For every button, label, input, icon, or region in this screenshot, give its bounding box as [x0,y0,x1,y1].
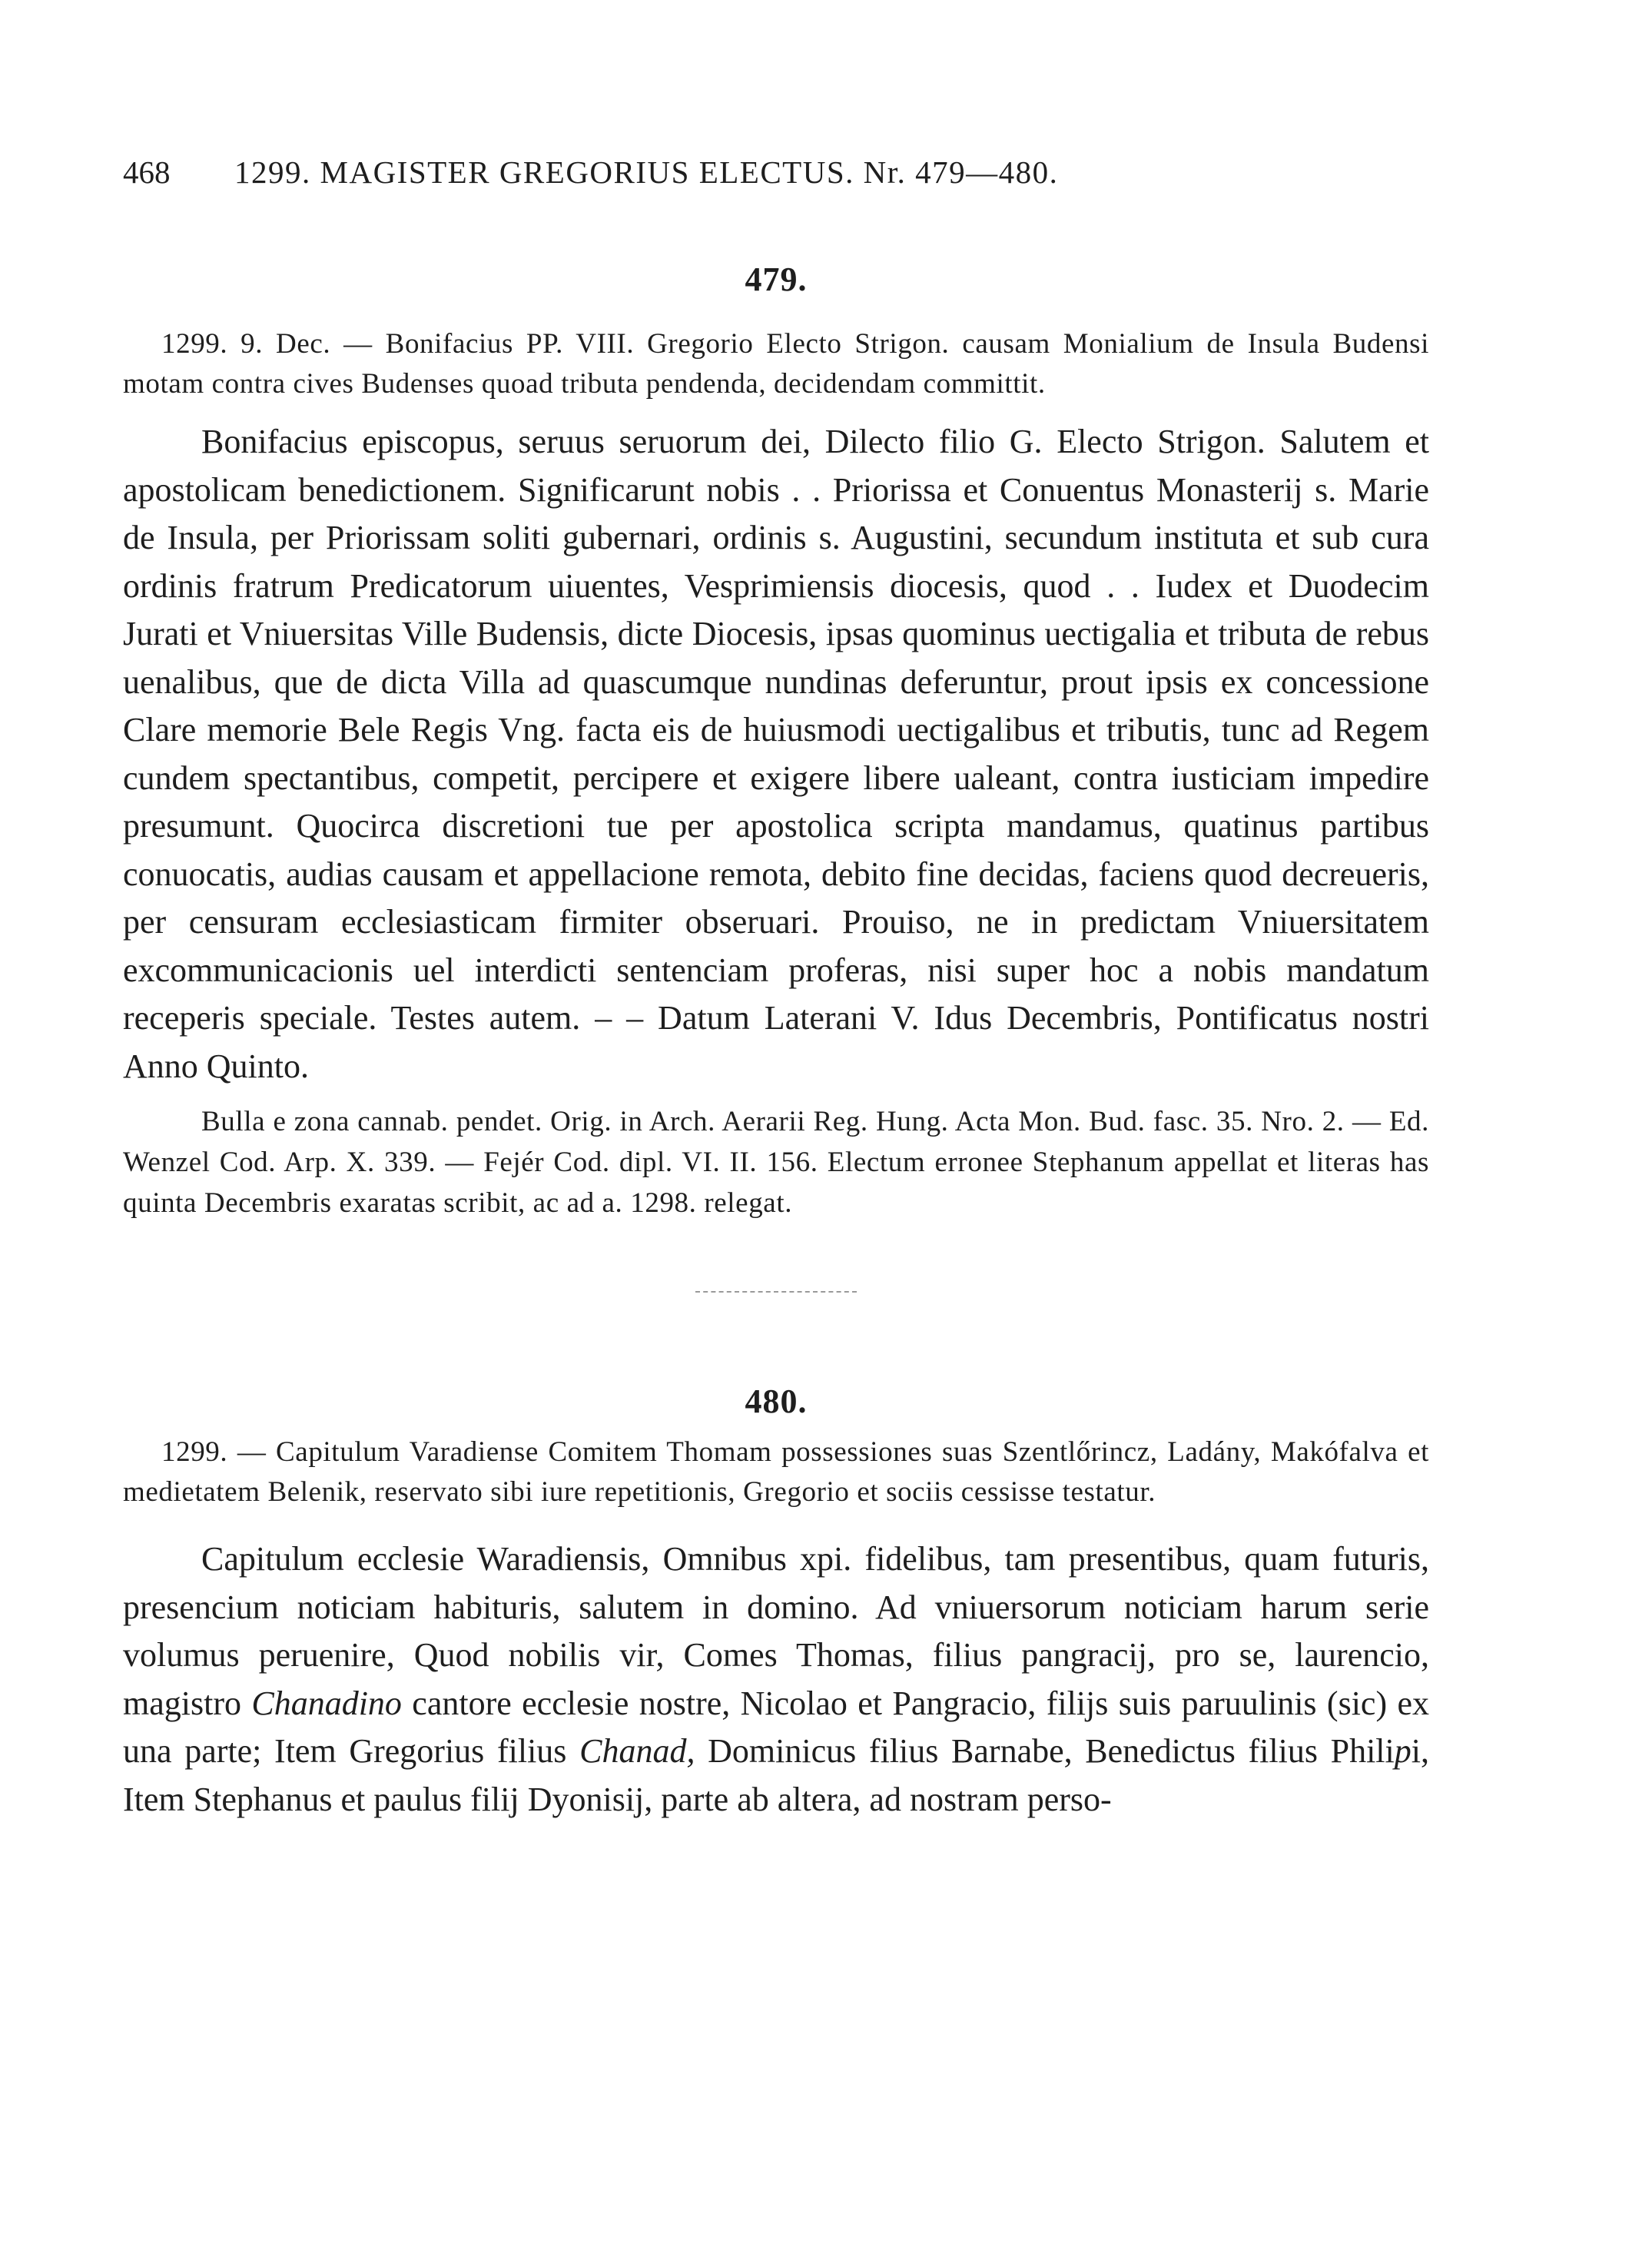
running-header [123,154,1429,197]
source-note: Bulla e zona cannab. pendet. Orig. in Arch. Aerarii Reg. Hung. Acta Mon. Bud. fasc. 35. Nro. 2. — Ed. Wenzel Cod. Arp. X. 339. — Fejér Cod. dipl. VI. II. 156. Electum erronee Stephanum appellat et literas has quinta Decembris exaratas scribit, ac ad a. 1298. relegat. [123,1106,1429,1219]
document-number: 479. [745,261,808,298]
document-text: Bonifacius episcopus, seruus seruorum dei, Dilecto filio G. Electo Strigon. Salutem et apostolicam benedictionem. Significarunt nobis . . Priorissa et Conuentus Monasterij s. Marie de Insula, per Priorissam soliti gubernari, ordinis s. Augustini, secundum instituta et sub cura ordinis fratrum Predicatorum uiuentes, Vesprimiensis diocesis, quod . . Iudex et Duodecim Jurati et Vniuersitas Ville Budensis, dicte Diocesis, ipsas quominus uectigalia et tributa de rebus uenalibus, que de dicta Villa ad quascumque nundinas deferuntur, prout ipsis ex concessione Clare memorie Bele Regis Vng. facta eis de huiusmodi uectigalibus et tributis, tunc ad Regem cundem spectantibus, competit, percipere et exigere libere ualeant, contra iusticiam impedire presumunt. Quocirca discretioni tue per apostolica scripta mandamus, quatinus partibus conuocatis, audias causam et appellacione remota, debito fine decidas, faciens quod decreueris, per censuram ecclesiasticam firmiter obseruari. Prouiso, ne in predictam Vniuersitatem excommunicacionis uel interdicti sentenciam proferas, nisi super hoc a nobis mandatum receperis speciale. Testes autem. – – Datum Laterani V. Idus Decembris, Pontificatus nostri Anno Quinto. [123,423,1429,1085]
document-479 [123,257,1429,1223]
document-480 [123,1379,1429,1824]
section-divider [695,1291,857,1293]
italic-letter: p [1394,1732,1411,1770]
page-number: 468 [123,154,171,190]
regest: 1299. 9. Dec. — Bonifacius PP. VIII. Gregorio Electo Strigon. causam Monialium de Insula Budensi motam contra cives Budenses quoad tributa pendenda, decidendam committit. [123,328,1429,400]
italic-name: Chanadino [251,1684,402,1722]
regest: 1299. — Capitulum Varadiense Comitem Thomam possessiones suas Szentlőrincz, Ladány, Makófalva et medietatem Belenik, reservato sibi iure repetitionis, Gregorio et sociis cessisse testatur. [123,1436,1429,1508]
document-text: Capitulum ecclesie Waradiensis, Omnibus xpi. fidelibus, tam presentibus, quam futuris, presencium noticiam habituris, salutem in domino. Ad vniuersorum noticiam harum serie volumus peruenire, Quod nobilis vir, Comes Thomas, filius pangracij, pro se, laurencio, magistro Chanadino cantore ecclesie nostre, Nicolao et Pangracio, filijs suis paruulinis (sic) ex una parte; Item Gregorius filius Chanad, Dominicus filius Barnabe, Benedictus filius Philipi, Item Stephanus et paulus filij Dyonisij, parte ab altera, ad nostram perso- [123,1540,1429,1818]
document-number: 480. [745,1382,808,1420]
header-title: 1299. MAGISTER GREGORIUS ELECTUS. Nr. 479—480. [234,154,1059,190]
italic-name: Chanad, [579,1732,695,1770]
document-page [123,154,1429,1824]
